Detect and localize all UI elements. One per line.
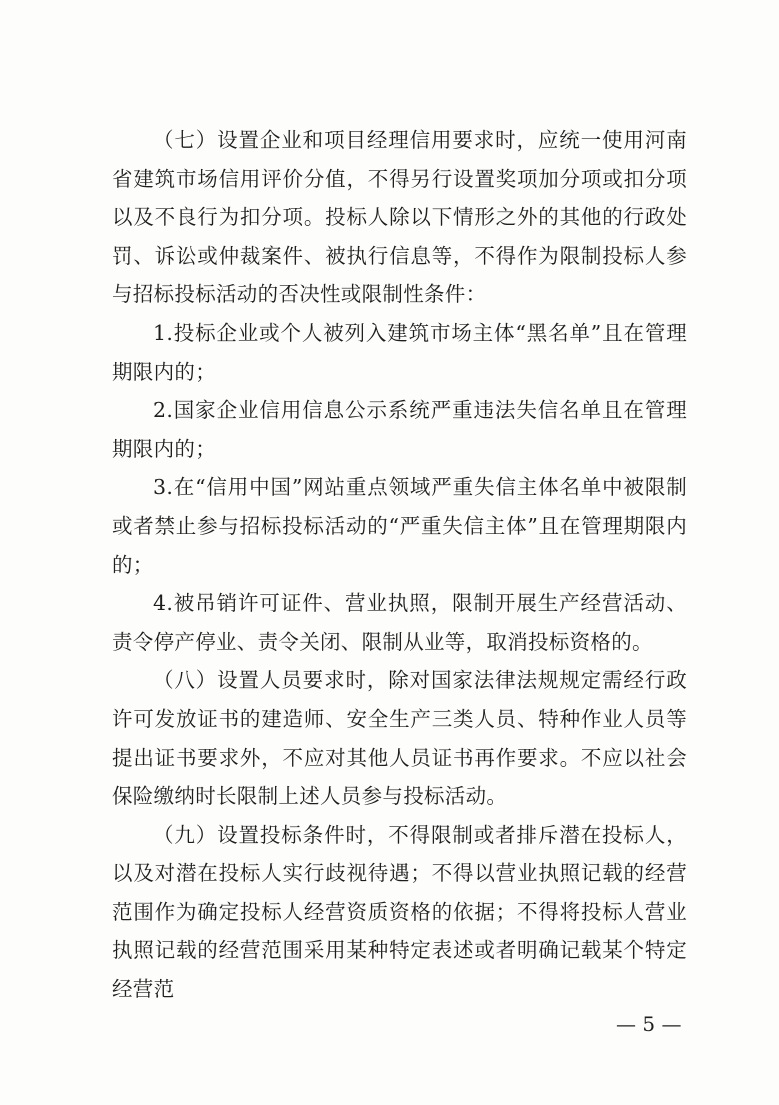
list-item-4: 4.被吊销许可证件、营业执照，限制开展生产经营活动、责令停产停业、责令关闭、限制从业等，取消投标资格的。 bbox=[112, 591, 687, 654]
page-number: — 5 — bbox=[616, 1012, 682, 1036]
list-item-1: 1.投标企业或个人被列入建筑市场主体“黑名单”且在管理期限内的； bbox=[112, 320, 687, 384]
body-text bbox=[112, 121, 687, 1009]
paragraph-eight: （八）设置人员要求时，除对国家法律法规规定需经行政许可发放证书的建造师、安全生产三类人员、特种作业人员等提出证书要求外，不应对其他人员证书再作要求。不应以社会保险缴纳时长限制上述人员参与投标活动。 bbox=[112, 668, 687, 809]
list-item-3: 3.在“信用中国”网站重点领域严重失信主体名单中被限制或者禁止参与招标投标活动的“严重失信主体”且在管理期限内的； bbox=[112, 475, 687, 577]
paragraph-seven: （七）设置企业和项目经理信用要求时，应统一使用河南省建筑市场信用评价分值，不得另行设置奖项加分项或扣分项以及不良行为扣分项。投标人除以下情形之外的其他的行政处罚、诉讼或仲裁案件、被执行信息等，不得作为限制投标人参与招标投标活动的否决性或限制性条件： bbox=[112, 128, 687, 307]
list-item-2: 2.国家企业信用信息公示系统严重违法失信名单且在管理期限内的； bbox=[112, 398, 687, 461]
paragraph-nine: （九）设置投标条件时，不得限制或者排斥潜在投标人，以及对潜在投标人实行歧视待遇；不得以营业执照记载的经营范围作为确定投标人经营资质资格的依据；不得将投标人营业执照记载的经营范围采用某种特定表述或者明确记载某个特定经营范 bbox=[112, 822, 687, 1002]
